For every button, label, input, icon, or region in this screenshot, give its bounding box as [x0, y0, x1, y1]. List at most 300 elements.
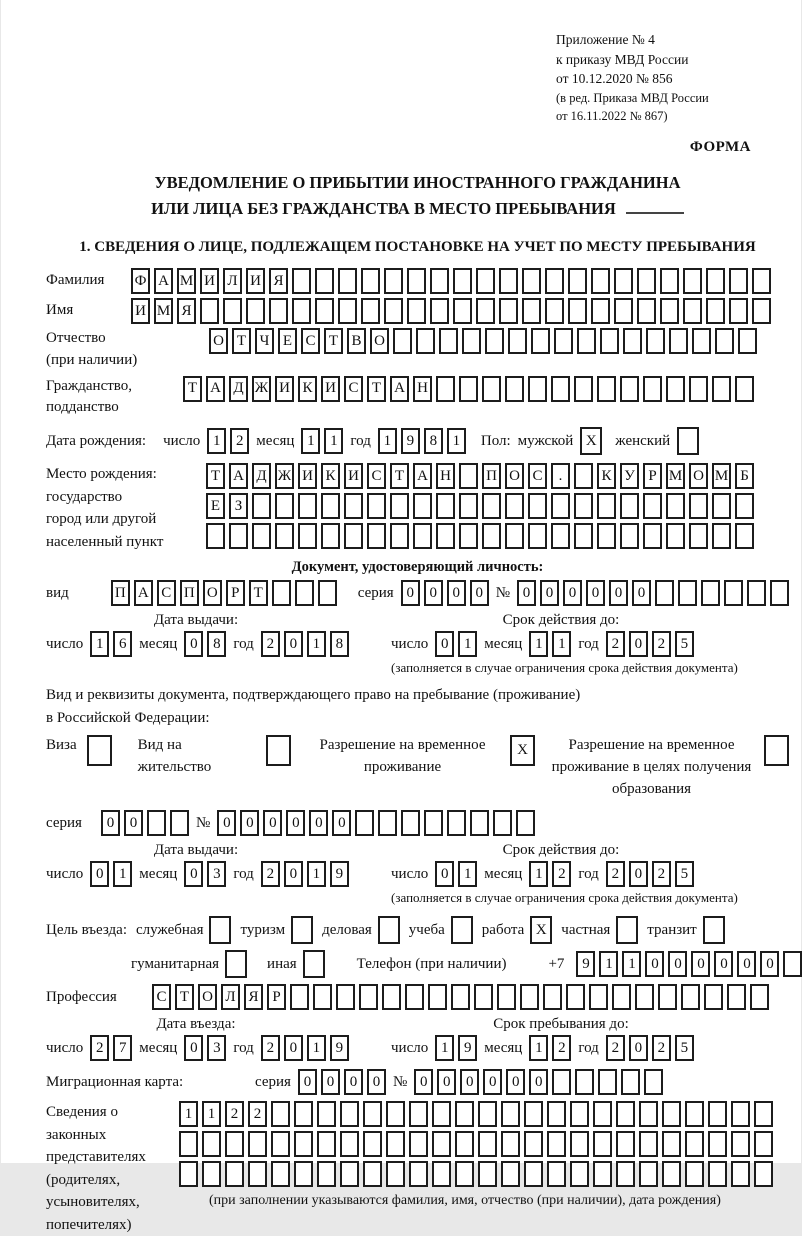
char-cell[interactable]: [246, 298, 265, 324]
char-cell[interactable]: [614, 298, 633, 324]
char-cell[interactable]: 2: [230, 428, 249, 454]
char-cell[interactable]: [616, 1101, 635, 1127]
char-cell[interactable]: 0: [367, 1069, 386, 1095]
char-cell[interactable]: [770, 580, 789, 606]
char-cell[interactable]: 0: [609, 580, 628, 606]
char-cell[interactable]: П: [180, 580, 199, 606]
char-cell[interactable]: [545, 268, 564, 294]
char-cell[interactable]: [436, 376, 455, 402]
char-cell[interactable]: 1: [207, 428, 226, 454]
char-cell[interactable]: 0: [447, 580, 466, 606]
char-cell[interactable]: Л: [221, 984, 240, 1010]
char-cell[interactable]: 9: [330, 1035, 349, 1061]
char-cell[interactable]: [451, 916, 473, 944]
char-cell[interactable]: [499, 268, 518, 294]
char-cell[interactable]: [436, 493, 455, 519]
char-cell[interactable]: 8: [207, 631, 226, 657]
char-cell[interactable]: Ж: [275, 463, 294, 489]
char-cell[interactable]: У: [620, 463, 639, 489]
char-cell[interactable]: [474, 984, 493, 1010]
char-cell[interactable]: 1: [113, 861, 132, 887]
char-cell[interactable]: [644, 1069, 663, 1095]
char-cell[interactable]: [455, 1161, 474, 1187]
char-cell[interactable]: И: [131, 298, 150, 324]
char-cell[interactable]: 0: [101, 810, 120, 836]
char-cell[interactable]: 1: [458, 861, 477, 887]
char-cell[interactable]: [729, 268, 748, 294]
char-cell[interactable]: [340, 1161, 359, 1187]
char-cell[interactable]: 0: [470, 580, 489, 606]
char-cell[interactable]: [678, 580, 697, 606]
char-cell[interactable]: [363, 1131, 382, 1157]
char-cell[interactable]: Т: [232, 328, 251, 354]
char-cell[interactable]: [660, 298, 679, 324]
char-cell[interactable]: [229, 523, 248, 549]
char-cell[interactable]: А: [390, 376, 409, 402]
char-cell[interactable]: [432, 1101, 451, 1127]
char-cell[interactable]: 0: [460, 1069, 479, 1095]
char-cell[interactable]: [715, 328, 734, 354]
char-cell[interactable]: [593, 1101, 612, 1127]
char-cell[interactable]: А: [134, 580, 153, 606]
char-cell[interactable]: Ф: [131, 268, 150, 294]
char-cell[interactable]: [620, 493, 639, 519]
char-cell[interactable]: [752, 298, 771, 324]
char-cell[interactable]: [692, 328, 711, 354]
char-cell[interactable]: [701, 580, 720, 606]
char-cell[interactable]: [783, 951, 802, 977]
char-cell[interactable]: М: [177, 268, 196, 294]
char-cell[interactable]: 0: [563, 580, 582, 606]
char-cell[interactable]: [747, 580, 766, 606]
char-cell[interactable]: [179, 1161, 198, 1187]
char-cell[interactable]: 0: [344, 1069, 363, 1095]
char-cell[interactable]: [547, 1161, 566, 1187]
char-cell[interactable]: Н: [436, 463, 455, 489]
char-cell[interactable]: [363, 1161, 382, 1187]
char-cell[interactable]: [453, 298, 472, 324]
char-cell[interactable]: П: [482, 463, 501, 489]
char-cell[interactable]: 1: [90, 631, 109, 657]
char-cell[interactable]: [735, 376, 754, 402]
char-cell[interactable]: [340, 1101, 359, 1127]
char-cell[interactable]: 1: [435, 1035, 454, 1061]
char-cell[interactable]: [685, 1131, 704, 1157]
char-cell[interactable]: К: [597, 463, 616, 489]
char-cell[interactable]: 2: [261, 861, 280, 887]
char-cell[interactable]: Т: [324, 328, 343, 354]
char-cell[interactable]: [689, 523, 708, 549]
char-cell[interactable]: [528, 493, 547, 519]
char-cell[interactable]: К: [298, 376, 317, 402]
char-cell[interactable]: [738, 328, 757, 354]
char-cell[interactable]: [616, 1131, 635, 1157]
char-cell[interactable]: [303, 950, 325, 978]
char-cell[interactable]: [170, 810, 189, 836]
char-cell[interactable]: [577, 328, 596, 354]
char-cell[interactable]: [478, 1101, 497, 1127]
char-cell[interactable]: Б: [735, 463, 754, 489]
char-cell[interactable]: Т: [390, 463, 409, 489]
char-cell[interactable]: [683, 268, 702, 294]
char-cell[interactable]: 1: [301, 428, 320, 454]
char-cell[interactable]: С: [157, 580, 176, 606]
char-cell[interactable]: [223, 298, 242, 324]
char-cell[interactable]: [407, 298, 426, 324]
char-cell[interactable]: 0: [668, 951, 687, 977]
char-cell[interactable]: [568, 298, 587, 324]
char-cell[interactable]: [482, 376, 501, 402]
char-cell[interactable]: 5: [675, 631, 694, 657]
char-cell[interactable]: [291, 916, 313, 944]
char-cell[interactable]: 0: [298, 1069, 317, 1095]
char-cell[interactable]: 2: [606, 631, 625, 657]
char-cell[interactable]: [597, 493, 616, 519]
char-cell[interactable]: 1: [447, 428, 466, 454]
char-cell[interactable]: 0: [263, 810, 282, 836]
char-cell[interactable]: 5: [675, 861, 694, 887]
char-cell[interactable]: Ж: [252, 376, 271, 402]
char-cell[interactable]: X: [510, 735, 535, 766]
char-cell[interactable]: [294, 1101, 313, 1127]
char-cell[interactable]: [754, 1161, 773, 1187]
char-cell[interactable]: М: [712, 463, 731, 489]
char-cell[interactable]: [620, 523, 639, 549]
char-cell[interactable]: [499, 298, 518, 324]
char-cell[interactable]: [551, 493, 570, 519]
char-cell[interactable]: [545, 298, 564, 324]
char-cell[interactable]: 2: [261, 631, 280, 657]
char-cell[interactable]: [524, 1161, 543, 1187]
char-cell[interactable]: X: [580, 427, 602, 455]
char-cell[interactable]: [593, 1131, 612, 1157]
char-cell[interactable]: [382, 984, 401, 1010]
char-cell[interactable]: 0: [284, 631, 303, 657]
char-cell[interactable]: С: [367, 463, 386, 489]
char-cell[interactable]: [451, 984, 470, 1010]
char-cell[interactable]: [413, 493, 432, 519]
char-cell[interactable]: 6: [113, 631, 132, 657]
char-cell[interactable]: [455, 1101, 474, 1127]
char-cell[interactable]: [662, 1101, 681, 1127]
char-cell[interactable]: [712, 376, 731, 402]
char-cell[interactable]: [612, 984, 631, 1010]
char-cell[interactable]: [505, 376, 524, 402]
char-cell[interactable]: 0: [629, 861, 648, 887]
char-cell[interactable]: [547, 1131, 566, 1157]
char-cell[interactable]: И: [275, 376, 294, 402]
char-cell[interactable]: [313, 984, 332, 1010]
char-cell[interactable]: [367, 523, 386, 549]
char-cell[interactable]: [752, 268, 771, 294]
char-cell[interactable]: [378, 916, 400, 944]
char-cell[interactable]: X: [530, 916, 552, 944]
char-cell[interactable]: [482, 493, 501, 519]
char-cell[interactable]: 0: [737, 951, 756, 977]
char-cell[interactable]: [551, 376, 570, 402]
char-cell[interactable]: [447, 810, 466, 836]
char-cell[interactable]: [436, 523, 455, 549]
char-cell[interactable]: [643, 493, 662, 519]
char-cell[interactable]: О: [505, 463, 524, 489]
char-cell[interactable]: М: [666, 463, 685, 489]
char-cell[interactable]: 0: [629, 631, 648, 657]
char-cell[interactable]: 1: [179, 1101, 198, 1127]
char-cell[interactable]: [338, 298, 357, 324]
char-cell[interactable]: [386, 1101, 405, 1127]
char-cell[interactable]: [754, 1101, 773, 1127]
char-cell[interactable]: И: [298, 463, 317, 489]
char-cell[interactable]: 9: [330, 861, 349, 887]
char-cell[interactable]: 3: [207, 861, 226, 887]
char-cell[interactable]: [524, 1101, 543, 1127]
char-cell[interactable]: [294, 1131, 313, 1157]
char-cell[interactable]: Т: [249, 580, 268, 606]
char-cell[interactable]: О: [370, 328, 389, 354]
char-cell[interactable]: 1: [307, 1035, 326, 1061]
char-cell[interactable]: [764, 735, 789, 766]
char-cell[interactable]: [531, 328, 550, 354]
char-cell[interactable]: 0: [217, 810, 236, 836]
char-cell[interactable]: Я: [269, 268, 288, 294]
char-cell[interactable]: [272, 580, 291, 606]
char-cell[interactable]: [637, 298, 656, 324]
char-cell[interactable]: [275, 493, 294, 519]
char-cell[interactable]: 0: [629, 1035, 648, 1061]
char-cell[interactable]: [547, 1101, 566, 1127]
char-cell[interactable]: Р: [267, 984, 286, 1010]
char-cell[interactable]: З: [229, 493, 248, 519]
char-cell[interactable]: [478, 1161, 497, 1187]
char-cell[interactable]: 0: [632, 580, 651, 606]
char-cell[interactable]: [621, 1069, 640, 1095]
char-cell[interactable]: [620, 376, 639, 402]
char-cell[interactable]: [290, 984, 309, 1010]
char-cell[interactable]: [384, 268, 403, 294]
char-cell[interactable]: 0: [90, 861, 109, 887]
char-cell[interactable]: [522, 268, 541, 294]
char-cell[interactable]: 1: [324, 428, 343, 454]
char-cell[interactable]: [344, 493, 363, 519]
char-cell[interactable]: Р: [226, 580, 245, 606]
char-cell[interactable]: П: [111, 580, 130, 606]
char-cell[interactable]: [706, 298, 725, 324]
char-cell[interactable]: 2: [652, 631, 671, 657]
char-cell[interactable]: [430, 298, 449, 324]
char-cell[interactable]: 0: [517, 580, 536, 606]
char-cell[interactable]: [271, 1161, 290, 1187]
char-cell[interactable]: [355, 810, 374, 836]
char-cell[interactable]: 0: [309, 810, 328, 836]
char-cell[interactable]: [655, 580, 674, 606]
char-cell[interactable]: [554, 328, 573, 354]
char-cell[interactable]: 1: [378, 428, 397, 454]
char-cell[interactable]: А: [154, 268, 173, 294]
char-cell[interactable]: [405, 984, 424, 1010]
char-cell[interactable]: [485, 328, 504, 354]
char-cell[interactable]: [87, 735, 112, 766]
char-cell[interactable]: 0: [691, 951, 710, 977]
char-cell[interactable]: [209, 916, 231, 944]
char-cell[interactable]: 2: [90, 1035, 109, 1061]
char-cell[interactable]: [266, 735, 291, 766]
char-cell[interactable]: [459, 523, 478, 549]
char-cell[interactable]: [315, 298, 334, 324]
char-cell[interactable]: Р: [643, 463, 662, 489]
char-cell[interactable]: [386, 1131, 405, 1157]
char-cell[interactable]: [361, 298, 380, 324]
char-cell[interactable]: [731, 1131, 750, 1157]
char-cell[interactable]: 0: [540, 580, 559, 606]
char-cell[interactable]: [292, 298, 311, 324]
char-cell[interactable]: [575, 1069, 594, 1095]
char-cell[interactable]: [476, 298, 495, 324]
char-cell[interactable]: 2: [652, 861, 671, 887]
char-cell[interactable]: [669, 328, 688, 354]
char-cell[interactable]: [662, 1161, 681, 1187]
char-cell[interactable]: [407, 268, 426, 294]
char-cell[interactable]: 0: [529, 1069, 548, 1095]
char-cell[interactable]: Е: [278, 328, 297, 354]
char-cell[interactable]: [677, 427, 699, 455]
char-cell[interactable]: [570, 1161, 589, 1187]
char-cell[interactable]: [147, 810, 166, 836]
char-cell[interactable]: М: [154, 298, 173, 324]
char-cell[interactable]: [574, 523, 593, 549]
char-cell[interactable]: [666, 523, 685, 549]
char-cell[interactable]: [750, 984, 769, 1010]
char-cell[interactable]: [704, 984, 723, 1010]
char-cell[interactable]: [666, 376, 685, 402]
char-cell[interactable]: А: [229, 463, 248, 489]
char-cell[interactable]: 1: [307, 861, 326, 887]
char-cell[interactable]: [401, 810, 420, 836]
char-cell[interactable]: С: [344, 376, 363, 402]
char-cell[interactable]: [225, 1161, 244, 1187]
char-cell[interactable]: 0: [424, 580, 443, 606]
char-cell[interactable]: [390, 523, 409, 549]
char-cell[interactable]: 0: [401, 580, 420, 606]
char-cell[interactable]: [455, 1131, 474, 1157]
char-cell[interactable]: И: [200, 268, 219, 294]
char-cell[interactable]: [662, 1131, 681, 1157]
char-cell[interactable]: [505, 523, 524, 549]
char-cell[interactable]: 0: [124, 810, 143, 836]
char-cell[interactable]: Л: [223, 268, 242, 294]
char-cell[interactable]: [294, 1161, 313, 1187]
char-cell[interactable]: И: [246, 268, 265, 294]
char-cell[interactable]: [340, 1131, 359, 1157]
char-cell[interactable]: 1: [202, 1101, 221, 1127]
char-cell[interactable]: 0: [760, 951, 779, 977]
char-cell[interactable]: 7: [113, 1035, 132, 1061]
char-cell[interactable]: [393, 328, 412, 354]
char-cell[interactable]: [248, 1161, 267, 1187]
char-cell[interactable]: [271, 1131, 290, 1157]
char-cell[interactable]: [643, 376, 662, 402]
char-cell[interactable]: [493, 810, 512, 836]
char-cell[interactable]: [639, 1131, 658, 1157]
char-cell[interactable]: [646, 328, 665, 354]
char-cell[interactable]: [508, 328, 527, 354]
char-cell[interactable]: [200, 298, 219, 324]
char-cell[interactable]: [660, 268, 679, 294]
char-cell[interactable]: [252, 523, 271, 549]
char-cell[interactable]: [390, 493, 409, 519]
char-cell[interactable]: [459, 376, 478, 402]
char-cell[interactable]: Я: [177, 298, 196, 324]
char-cell[interactable]: 1: [529, 631, 548, 657]
char-cell[interactable]: Т: [175, 984, 194, 1010]
char-cell[interactable]: [413, 523, 432, 549]
char-cell[interactable]: [359, 984, 378, 1010]
char-cell[interactable]: 1: [458, 631, 477, 657]
char-cell[interactable]: Д: [252, 463, 271, 489]
char-cell[interactable]: [643, 523, 662, 549]
char-cell[interactable]: [520, 984, 539, 1010]
char-cell[interactable]: О: [209, 328, 228, 354]
char-cell[interactable]: Н: [413, 376, 432, 402]
char-cell[interactable]: [378, 810, 397, 836]
char-cell[interactable]: [470, 810, 489, 836]
char-cell[interactable]: Т: [206, 463, 225, 489]
char-cell[interactable]: [597, 523, 616, 549]
char-cell[interactable]: [731, 1161, 750, 1187]
char-cell[interactable]: [703, 916, 725, 944]
char-cell[interactable]: [623, 328, 642, 354]
char-cell[interactable]: 8: [330, 631, 349, 657]
char-cell[interactable]: [543, 984, 562, 1010]
char-cell[interactable]: [321, 523, 340, 549]
char-cell[interactable]: [639, 1161, 658, 1187]
char-cell[interactable]: [361, 268, 380, 294]
char-cell[interactable]: И: [344, 463, 363, 489]
char-cell[interactable]: [501, 1161, 520, 1187]
char-cell[interactable]: 8: [424, 428, 443, 454]
char-cell[interactable]: 2: [261, 1035, 280, 1061]
char-cell[interactable]: Т: [367, 376, 386, 402]
char-cell[interactable]: [754, 1131, 773, 1157]
char-cell[interactable]: [689, 493, 708, 519]
char-cell[interactable]: О: [203, 580, 222, 606]
char-cell[interactable]: [658, 984, 677, 1010]
char-cell[interactable]: [528, 523, 547, 549]
char-cell[interactable]: [712, 523, 731, 549]
char-cell[interactable]: [597, 376, 616, 402]
char-cell[interactable]: [292, 268, 311, 294]
char-cell[interactable]: [616, 1161, 635, 1187]
char-cell[interactable]: [202, 1161, 221, 1187]
char-cell[interactable]: [432, 1131, 451, 1157]
char-cell[interactable]: 9: [576, 951, 595, 977]
char-cell[interactable]: [570, 1131, 589, 1157]
char-cell[interactable]: 1: [552, 631, 571, 657]
char-cell[interactable]: 3: [207, 1035, 226, 1061]
char-cell[interactable]: 0: [321, 1069, 340, 1095]
char-cell[interactable]: [298, 493, 317, 519]
char-cell[interactable]: 0: [240, 810, 259, 836]
char-cell[interactable]: [462, 328, 481, 354]
char-cell[interactable]: [735, 493, 754, 519]
char-cell[interactable]: 2: [652, 1035, 671, 1061]
char-cell[interactable]: [363, 1101, 382, 1127]
char-cell[interactable]: [708, 1161, 727, 1187]
char-cell[interactable]: [683, 298, 702, 324]
char-cell[interactable]: Т: [183, 376, 202, 402]
char-cell[interactable]: .: [551, 463, 570, 489]
char-cell[interactable]: [409, 1131, 428, 1157]
char-cell[interactable]: 0: [284, 861, 303, 887]
